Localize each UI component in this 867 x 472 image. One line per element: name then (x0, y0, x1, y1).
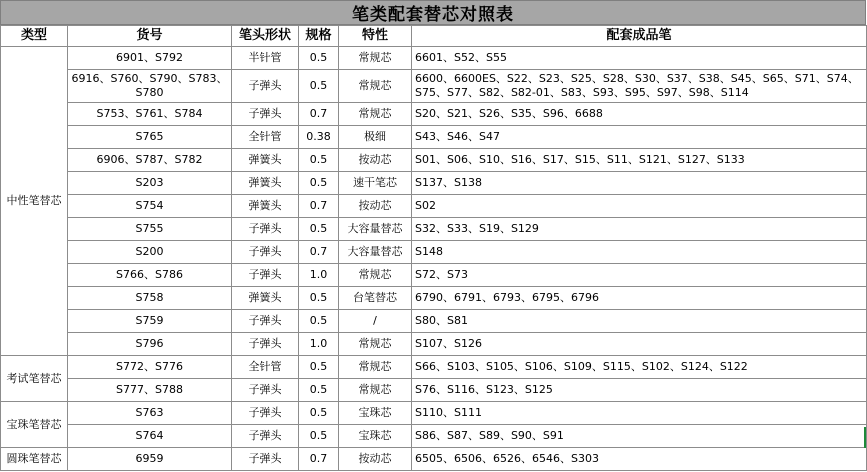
model-cell[interactable]: S765 (68, 126, 232, 149)
feature-cell[interactable]: 常规芯 (339, 103, 412, 126)
model-cell[interactable]: 6916、S760、S790、S783、S780 (68, 70, 232, 103)
feature-cell[interactable]: 按动芯 (339, 149, 412, 172)
tip-shape-cell[interactable]: 全针管 (232, 356, 299, 379)
tip-shape-cell[interactable]: 子弹头 (232, 310, 299, 333)
products-cell[interactable]: S32、S33、S19、S129 (412, 218, 867, 241)
feature-cell[interactable]: 台笔替芯 (339, 287, 412, 310)
feature-cell[interactable]: 常规芯 (339, 379, 412, 402)
tip-shape-cell[interactable]: 子弹头 (232, 448, 299, 471)
products-cell[interactable]: 6790、6791、6793、6795、6796 (412, 287, 867, 310)
model-cell[interactable]: S764 (68, 425, 232, 448)
size-cell[interactable]: 1.0 (299, 264, 339, 287)
size-cell[interactable]: 0.7 (299, 241, 339, 264)
products-cell[interactable]: 6600、6600ES、S22、S23、S25、S28、S30、S37、S38、S45、S65、S71、S74、S75、S77、S82、S82-01、S83、S93、S95、S97、S98、S114 (412, 70, 867, 103)
model-cell[interactable]: S203 (68, 172, 232, 195)
header-model: 货号 (68, 26, 232, 47)
size-cell[interactable]: 0.7 (299, 103, 339, 126)
products-cell[interactable]: S86、S87、S89、S90、S91 (412, 425, 867, 448)
feature-cell[interactable]: 常规芯 (339, 70, 412, 103)
products-cell[interactable]: S137、S138 (412, 172, 867, 195)
table-row (1, 356, 867, 379)
size-cell[interactable]: 0.5 (299, 402, 339, 425)
tip-shape-cell[interactable]: 全针管 (232, 126, 299, 149)
size-cell[interactable]: 0.5 (299, 172, 339, 195)
feature-cell[interactable]: 常规芯 (339, 47, 412, 70)
size-cell[interactable]: 0.7 (299, 448, 339, 471)
tip-shape-cell[interactable]: 子弹头 (232, 218, 299, 241)
tip-shape-cell[interactable]: 弹簧头 (232, 195, 299, 218)
products-cell[interactable]: S02 (412, 195, 867, 218)
tip-shape-cell[interactable]: 子弹头 (232, 241, 299, 264)
feature-cell[interactable]: 大容量替芯 (339, 218, 412, 241)
feature-cell[interactable]: 速干笔芯 (339, 172, 412, 195)
model-cell[interactable]: S763 (68, 402, 232, 425)
products-cell[interactable]: 6505、6506、6526、6546、S303 (412, 448, 867, 471)
table-row (1, 172, 867, 195)
header-feature: 特性 (339, 26, 412, 47)
products-cell[interactable]: S66、S103、S105、S106、S109、S115、S102、S124、S122 (412, 356, 867, 379)
size-cell[interactable]: 0.5 (299, 379, 339, 402)
tip-shape-cell[interactable]: 弹簧头 (232, 287, 299, 310)
model-cell[interactable]: S796 (68, 333, 232, 356)
table-row (1, 402, 867, 425)
category-cell[interactable]: 圆珠笔替芯 (1, 448, 68, 471)
products-cell[interactable]: 6601、S52、S55 (412, 47, 867, 70)
size-cell[interactable]: 1.0 (299, 333, 339, 356)
tip-shape-cell[interactable]: 子弹头 (232, 425, 299, 448)
table-row (1, 218, 867, 241)
header-products: 配套成品笔 (412, 26, 867, 47)
cell-selection-marker (864, 427, 866, 448)
table-row (1, 47, 867, 70)
size-cell[interactable]: 0.5 (299, 356, 339, 379)
model-cell[interactable]: S758 (68, 287, 232, 310)
table-row (1, 103, 867, 126)
table-body (1, 47, 867, 471)
model-cell[interactable]: 6901、S792 (68, 47, 232, 70)
tip-shape-cell[interactable]: 弹簧头 (232, 149, 299, 172)
table-row (1, 310, 867, 333)
size-cell[interactable]: 0.5 (299, 425, 339, 448)
model-cell[interactable]: S759 (68, 310, 232, 333)
size-cell[interactable]: 0.7 (299, 195, 339, 218)
products-cell[interactable]: S107、S126 (412, 333, 867, 356)
products-cell[interactable]: S110、S111 (412, 402, 867, 425)
model-cell[interactable]: S755 (68, 218, 232, 241)
products-cell[interactable]: S76、S116、S123、S125 (412, 379, 867, 402)
header-tip: 笔头形状 (232, 26, 299, 47)
products-cell[interactable]: S43、S46、S47 (412, 126, 867, 149)
table-row (1, 333, 867, 356)
feature-cell[interactable]: 宝珠芯 (339, 402, 412, 425)
model-cell[interactable]: S777、S788 (68, 379, 232, 402)
model-cell[interactable]: S753、S761、S784 (68, 103, 232, 126)
table-title: 笔类配套替芯对照表 (0, 0, 866, 25)
products-cell[interactable]: S80、S81 (412, 310, 867, 333)
table-row (1, 287, 867, 310)
feature-cell[interactable]: 按动芯 (339, 195, 412, 218)
model-cell[interactable]: S200 (68, 241, 232, 264)
table-row (1, 425, 867, 448)
tip-shape-cell[interactable]: 弹簧头 (232, 172, 299, 195)
table-row (1, 70, 867, 103)
tip-shape-cell[interactable]: 子弹头 (232, 379, 299, 402)
products-cell[interactable]: S148 (412, 241, 867, 264)
size-cell[interactable]: 0.5 (299, 47, 339, 70)
table-row (1, 264, 867, 287)
model-cell[interactable]: 6959 (68, 448, 232, 471)
feature-cell[interactable]: 大容量替芯 (339, 241, 412, 264)
feature-cell[interactable]: 常规芯 (339, 356, 412, 379)
feature-cell[interactable]: 宝珠芯 (339, 425, 412, 448)
model-cell[interactable]: S754 (68, 195, 232, 218)
table-row (1, 379, 867, 402)
category-cell[interactable]: 宝珠笔替芯 (1, 402, 68, 448)
tip-shape-cell[interactable]: 子弹头 (232, 402, 299, 425)
tip-shape-cell[interactable]: 子弹头 (232, 103, 299, 126)
header-size: 规格 (299, 26, 339, 47)
feature-cell[interactable]: 按动芯 (339, 448, 412, 471)
tip-shape-cell[interactable]: 子弹头 (232, 264, 299, 287)
size-cell[interactable]: 0.5 (299, 218, 339, 241)
refill-table (0, 25, 867, 471)
products-cell[interactable]: S01、S06、S10、S16、S17、S15、S11、S121、S127、S133 (412, 149, 867, 172)
size-cell[interactable]: 0.5 (299, 149, 339, 172)
table-row (1, 448, 867, 471)
model-cell[interactable]: 6906、S787、S782 (68, 149, 232, 172)
model-cell[interactable]: S772、S776 (68, 356, 232, 379)
feature-cell[interactable]: / (339, 310, 412, 333)
size-cell[interactable]: 0.5 (299, 310, 339, 333)
feature-cell[interactable]: 常规芯 (339, 264, 412, 287)
category-cell[interactable]: 考试笔替芯 (1, 356, 68, 402)
tip-shape-cell[interactable]: 子弹头 (232, 70, 299, 103)
tip-shape-cell[interactable]: 子弹头 (232, 333, 299, 356)
table-row (1, 126, 867, 149)
table-row (1, 241, 867, 264)
feature-cell[interactable]: 常规芯 (339, 333, 412, 356)
size-cell[interactable]: 0.5 (299, 287, 339, 310)
model-cell[interactable]: S766、S786 (68, 264, 232, 287)
header-type: 类型 (1, 26, 68, 47)
feature-cell[interactable]: 极细 (339, 126, 412, 149)
table-row (1, 149, 867, 172)
products-cell[interactable]: S72、S73 (412, 264, 867, 287)
size-cell[interactable]: 0.38 (299, 126, 339, 149)
size-cell[interactable]: 0.5 (299, 70, 339, 103)
tip-shape-cell[interactable]: 半针管 (232, 47, 299, 70)
header-row (1, 26, 867, 47)
table-row (1, 195, 867, 218)
category-cell[interactable]: 中性笔替芯 (1, 47, 68, 356)
products-cell[interactable]: S20、S21、S26、S35、S96、6688 (412, 103, 867, 126)
